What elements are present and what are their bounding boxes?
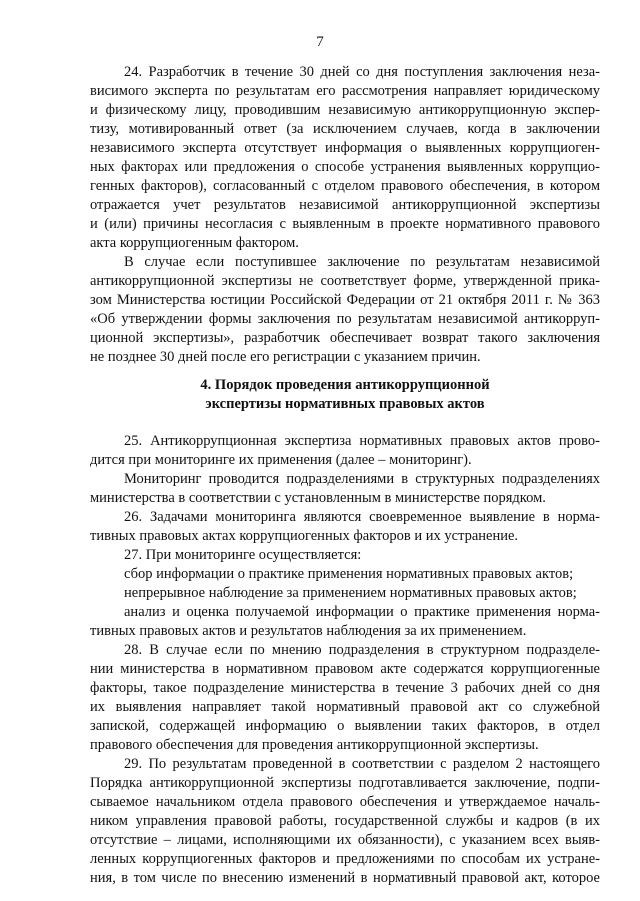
text-line: 29. По результатам проведенной в соответствии с разделом 2 настоящего <box>124 756 600 772</box>
page-number: 7 <box>316 34 324 50</box>
text-line: акта коррупциогенным фактором. <box>90 235 299 251</box>
text-line: антикоррупционной экспертизы не соответствует форме, утвержденной прика- <box>90 273 600 289</box>
list-item: сбор информации о практике применения нормативных правовых актов; <box>124 566 574 582</box>
text-line: факторы, такое подразделение министерства в течение 3 рабочих дней со дня <box>90 680 600 696</box>
text-line: ником управления правовой работы, государственной службы и кадров (в их <box>90 813 600 829</box>
list-item: анализ и оценка получаемой информации о практике применения норма- <box>124 604 600 620</box>
text-line: «Об утверждении формы заключения по результатам независимой антикорруп- <box>90 311 600 327</box>
text-line: ционной экспертизы», разработчик обеспечивает возврат такого заключения <box>90 330 600 346</box>
section-heading: экспертизы нормативных правовых актов <box>205 396 485 412</box>
text-line: тивных правовых актах коррупциогенных факторов и их устранение. <box>90 528 519 544</box>
text-line: висимого эксперта по результатам его рассмотрения направляет юридическому <box>90 83 600 99</box>
text-line: отражается учет результатов независимой антикоррупционной экспертизы <box>90 197 600 213</box>
text-line: 24. Разработчик в течение 30 дней со дня поступления заключения неза- <box>124 64 600 80</box>
text-line: дится при мониторинге их применения (далее – мониторинг). <box>90 452 472 468</box>
text-line: 25. Антикоррупционная экспертиза нормативных правовых актов прово- <box>124 433 600 449</box>
text-line: Порядка антикоррупционной экспертизы подготавливается заключение, подпи- <box>90 775 600 791</box>
text-line: Мониторинг проводится подразделениями в структурных подразделениях <box>124 471 600 487</box>
text-line: запиской, содержащей информацию о выявлении таких факторов, в отдел <box>90 718 600 734</box>
text-line: сываемое начальником отдела правового обеспечения и утверждаемое началь- <box>90 794 600 810</box>
text-line: ленных коррупциогенных факторов и предложениями по способам их устране- <box>90 851 600 867</box>
text-line: тивных правовых актов и результатов наблюдения за их применением. <box>90 623 527 639</box>
list-item: непрерывное наблюдение за применением нормативных правовых актов; <box>124 585 577 601</box>
text-line: 28. В случае если по мнению подразделения в структурном подразделе- <box>124 642 600 658</box>
text-line: их выявления направляет такой нормативный правовой акт со служебной <box>90 699 600 715</box>
text-line: ния, в том числе по внесению изменений в нормативный правовой акт, которое <box>90 870 600 886</box>
text-line: нии министерства в нормативном правовом акте содержатся коррупциогенные <box>90 661 600 677</box>
text-line: и (или) причины несогласия с выявленным в проекте нормативного правового <box>90 216 600 232</box>
text-line: ных факторах или предложения о способе устранения выявленных коррупцио- <box>90 159 600 175</box>
text-line: 27. При мониторинге осуществляется: <box>124 547 362 563</box>
text-line: правового обеспечения для проведения антикоррупционной экспертизы. <box>90 737 539 753</box>
text-line: В случае если поступившее заключение по результатам независимой <box>124 254 600 270</box>
text-line: и физическому лицу, проводившим независимую антикоррупционную экспер- <box>90 102 600 118</box>
text-line: зом Министерства юстиции Российской Федерации от 21 октября 2011 г. № 363 <box>90 292 600 308</box>
text-line: 26. Задачами мониторинга являются своевременное выявление в норма- <box>124 509 600 525</box>
section-heading: 4. Порядок проведения антикоррупционной <box>200 377 490 393</box>
text-line: генных факторов), согласованный с отделом правового обеспечения, в котором <box>90 178 600 194</box>
text-line: не позднее 30 дней после его регистрации с указанием причин. <box>90 349 481 365</box>
text-line: отсутствие – лицами, исполняющими их обязанности), с указанием всех выяв- <box>90 832 600 848</box>
text-line: независимого эксперта отсутствует информация о выявленных коррупциоген- <box>90 140 600 156</box>
text-line: тизу, мотивированный ответ (за исключением случаев, когда в заключении <box>90 121 600 137</box>
text-line: министерства в соответствии с установленным в министерстве порядком. <box>90 490 546 506</box>
